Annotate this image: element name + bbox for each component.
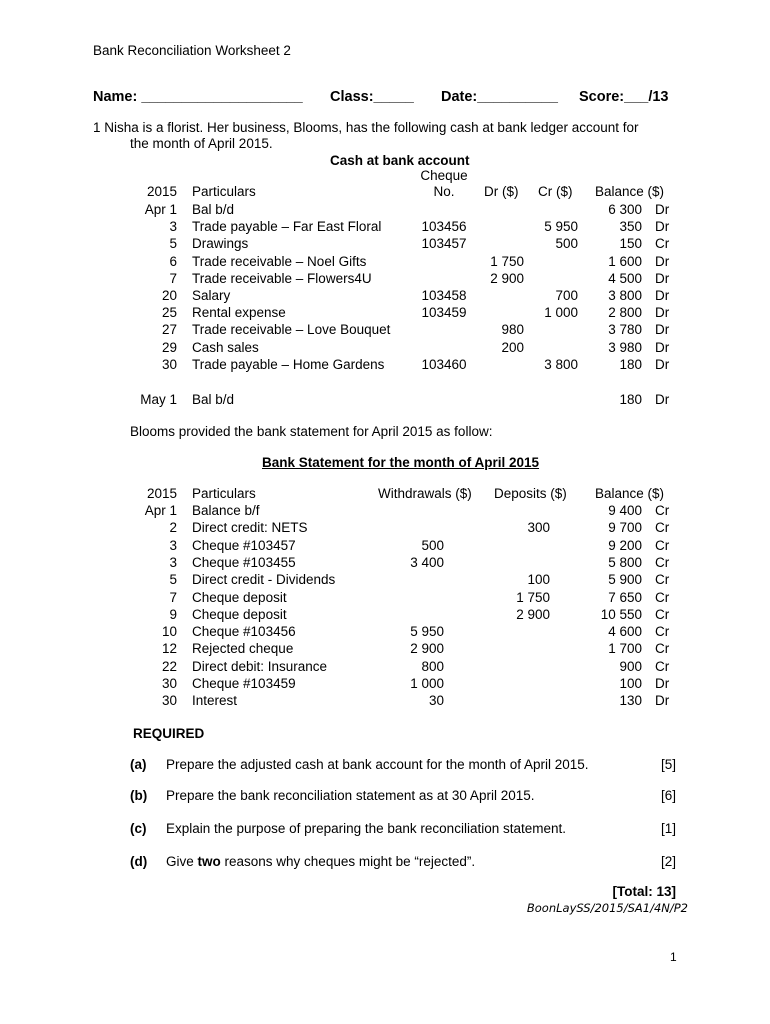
ledger-header-cheque: Cheque <box>420 168 468 183</box>
item-marks-c: [1] <box>660 821 676 836</box>
particulars-cell: Direct debit: Insurance <box>192 658 328 674</box>
paper-code: BoonLaySS/2015/SA1/4N/P2 <box>526 901 688 915</box>
cr-cell: 700 <box>555 288 578 303</box>
bank-row <box>0 538 770 555</box>
ledger-row <box>0 254 770 271</box>
page-number: 1 <box>670 950 677 964</box>
dr-cell: 980 <box>501 322 524 338</box>
drcr-cell: Cr <box>655 503 670 518</box>
balance-cell: 150 <box>619 236 642 252</box>
ledger-header-no: No. <box>433 184 455 199</box>
balance-cell: 3 980 <box>608 339 642 355</box>
deposits-cell: 100 <box>527 572 550 588</box>
drcr-cell: Cr <box>655 606 670 622</box>
particulars-cell: Cheque #103459 <box>192 676 296 691</box>
dr-cell: 200 <box>501 339 524 355</box>
name-field: Name: ____________________ <box>93 89 303 105</box>
bank-row <box>0 572 770 589</box>
date-cell: May 1 <box>140 392 177 407</box>
particulars-cell: Cheque deposit <box>192 606 287 622</box>
ledger-header-balance: Balance ($) <box>595 184 665 199</box>
drcr-cell: Dr <box>655 270 670 286</box>
balance-cell: 130 <box>619 693 642 709</box>
particulars-cell: Cash sales <box>192 339 259 355</box>
bank-row <box>0 555 770 572</box>
cr-cell: 5 950 <box>544 219 578 235</box>
date-cell: 6 <box>169 253 177 269</box>
date-cell: 30 <box>161 693 177 709</box>
class-field: Class:_____ <box>330 89 414 105</box>
item-label-c: (c) <box>130 821 147 836</box>
balance-cell: 5 900 <box>608 572 642 588</box>
bank-row <box>0 590 770 607</box>
particulars-cell: Trade receivable – Noel Gifts <box>192 253 367 269</box>
drcr-cell: Cr <box>655 537 670 553</box>
bank-intro-text: Blooms provided the bank statement for April 2015 as follow: <box>130 424 493 439</box>
score-field: Score:___/13 <box>579 89 669 105</box>
bank-statement-title: Bank Statement for the month of April 2015 <box>262 455 540 470</box>
item-text-d-post: reasons why cheques might be “rejected”. <box>220 854 476 869</box>
date-cell: 5 <box>169 572 177 588</box>
withdrawals-cell: 5 950 <box>410 624 444 640</box>
date-field: Date:__________ <box>441 89 558 105</box>
balance-cell: 180 <box>619 356 642 372</box>
cr-cell: 1 000 <box>544 305 578 321</box>
item-text-d-pre: Give <box>166 854 198 869</box>
particulars-cell: Balance b/f <box>192 503 260 518</box>
item-text-d-bold: two <box>197 854 221 869</box>
drcr-cell: Dr <box>655 676 670 691</box>
particulars-cell: Drawings <box>192 236 249 252</box>
item-label-a: (a) <box>130 757 147 772</box>
item-marks-a: [5] <box>660 757 676 772</box>
bank-row <box>0 607 770 624</box>
particulars-cell: Cheque #103456 <box>192 624 296 640</box>
particulars-cell: Trade payable – Home Gardens <box>192 356 385 372</box>
particulars-cell: Bal b/d <box>192 202 235 217</box>
drcr-cell: Dr <box>655 356 670 372</box>
bank-row <box>0 641 770 658</box>
bank-header-withdrawals: Withdrawals ($) <box>378 486 472 501</box>
date-cell: 25 <box>161 305 177 321</box>
drcr-cell: Cr <box>655 572 670 588</box>
ledger-closing-row <box>0 392 770 409</box>
date-cell: 5 <box>169 236 177 252</box>
drcr-cell: Dr <box>655 339 670 355</box>
particulars-cell: Cheque deposit <box>192 589 287 605</box>
drcr-cell: Dr <box>655 288 670 303</box>
particulars-cell: Direct credit - Dividends <box>192 572 336 588</box>
drcr-cell: Cr <box>655 554 670 570</box>
drcr-cell: Cr <box>655 236 670 252</box>
particulars-cell: Cheque #103455 <box>192 554 296 570</box>
ledger-row <box>0 305 770 322</box>
date-cell: 3 <box>169 537 177 553</box>
required-heading: REQUIRED <box>133 726 205 741</box>
balance-cell: 100 <box>619 676 642 691</box>
date-cell: 7 <box>169 270 177 286</box>
item-label-d: (d) <box>130 854 148 869</box>
particulars-cell: Salary <box>192 288 231 303</box>
particulars-cell: Trade receivable – Flowers4U <box>192 270 372 286</box>
balance-cell: 2 800 <box>608 305 642 321</box>
cheque-no-cell: 103460 <box>421 356 467 372</box>
balance-cell: 9 400 <box>608 503 642 518</box>
date-cell: 3 <box>169 219 177 235</box>
item-marks-d: [2] <box>660 854 676 869</box>
drcr-cell: Dr <box>655 305 670 321</box>
ledger-row <box>0 271 770 288</box>
bank-row <box>0 676 770 693</box>
deposits-cell: 300 <box>527 520 550 536</box>
balance-cell: 3 780 <box>608 322 642 338</box>
balance-cell: 350 <box>619 219 642 235</box>
item-text-b: Prepare the bank reconciliation statement as at 30 April 2015. <box>166 788 535 803</box>
drcr-cell: Dr <box>655 693 670 709</box>
date-cell: 22 <box>161 658 177 674</box>
particulars-cell: Direct credit: NETS <box>192 520 308 536</box>
balance-cell: 1 700 <box>608 641 642 657</box>
date-cell: 20 <box>161 288 177 303</box>
ledger-row <box>0 288 770 305</box>
bank-row <box>0 520 770 537</box>
balance-cell: 5 800 <box>608 554 642 570</box>
date-cell: 7 <box>169 589 177 605</box>
date-cell: 3 <box>169 554 177 570</box>
item-text-d <box>166 854 475 869</box>
item-text-c: Explain the purpose of preparing the bank reconciliation statement. <box>166 821 566 836</box>
date-cell: 2 <box>169 520 177 536</box>
bank-header-particulars: Particulars <box>192 486 256 501</box>
date-cell: 10 <box>161 624 177 640</box>
withdrawals-cell: 500 <box>421 537 444 553</box>
item-label-b: (b) <box>130 788 148 803</box>
bank-row <box>0 503 770 520</box>
balance-cell: 9 700 <box>608 520 642 536</box>
bank-header-deposits: Deposits ($) <box>494 486 567 501</box>
ledger-row <box>0 357 770 374</box>
question-text-line1: 1 Nisha is a florist. Her business, Blooms, has the following cash at bank ledger account for <box>93 120 639 135</box>
cr-cell: 3 800 <box>544 356 578 372</box>
drcr-cell: Cr <box>655 658 670 674</box>
particulars-cell: Trade payable – Far East Floral <box>192 219 382 235</box>
balance-cell: 1 600 <box>608 253 642 269</box>
balance-cell: 4 600 <box>608 624 642 640</box>
drcr-cell: Cr <box>655 589 670 605</box>
cheque-no-cell: 103456 <box>421 219 467 235</box>
deposits-cell: 2 900 <box>516 606 550 622</box>
withdrawals-cell: 30 <box>428 693 444 709</box>
deposits-cell: 1 750 <box>516 589 550 605</box>
drcr-cell: Dr <box>655 219 670 235</box>
worksheet-title: Bank Reconciliation Worksheet 2 <box>93 43 291 58</box>
balance-cell: 4 500 <box>608 270 642 286</box>
dr-cell: 2 900 <box>490 270 524 286</box>
ledger-header-dr: Dr ($) <box>484 184 519 199</box>
cheque-no-cell: 103458 <box>421 288 467 303</box>
date-cell: 12 <box>161 641 177 657</box>
item-text-a: Prepare the adjusted cash at bank account for the month of April 2015. <box>166 757 589 772</box>
ledger-title: Cash at bank account <box>330 153 470 168</box>
particulars-cell: Rental expense <box>192 305 286 321</box>
ledger-row <box>0 340 770 357</box>
balance-cell: 900 <box>619 658 642 674</box>
date-cell: 9 <box>169 606 177 622</box>
balance-cell: 9 200 <box>608 537 642 553</box>
bank-header-year: 2015 <box>146 486 177 501</box>
particulars-cell: Interest <box>192 693 238 709</box>
drcr-cell: Cr <box>655 624 670 640</box>
drcr-cell: Dr <box>655 253 670 269</box>
bank-row <box>0 659 770 676</box>
balance-cell: 6 300 <box>608 202 642 217</box>
date-cell: 27 <box>161 322 177 338</box>
ledger-row <box>0 202 770 219</box>
drcr-cell: Dr <box>655 202 670 217</box>
dr-cell: 1 750 <box>490 253 524 269</box>
bank-header-balance: Balance ($) <box>595 486 665 501</box>
question-text-line2: the month of April 2015. <box>130 136 273 151</box>
ledger-row <box>0 322 770 339</box>
ledger-row <box>0 219 770 236</box>
cr-cell: 500 <box>555 236 578 252</box>
balance-cell: 10 550 <box>600 606 642 622</box>
cheque-no-cell: 103457 <box>421 236 467 252</box>
drcr-cell: Dr <box>655 392 670 407</box>
ledger-header-particulars: Particulars <box>192 184 256 199</box>
withdrawals-cell: 2 900 <box>410 641 444 657</box>
particulars-cell: Bal b/d <box>192 392 235 407</box>
ledger-header-year: 2015 <box>146 184 177 199</box>
date-cell: 30 <box>161 356 177 372</box>
withdrawals-cell: 800 <box>421 658 444 674</box>
particulars-cell: Trade receivable – Love Bouquet <box>192 322 391 338</box>
bank-row <box>0 693 770 710</box>
withdrawals-cell: 1 000 <box>410 676 444 691</box>
item-marks-b: [6] <box>660 788 676 803</box>
total-marks: [Total: 13] <box>612 884 676 899</box>
drcr-cell: Cr <box>655 641 670 657</box>
cheque-no-cell: 103459 <box>421 305 467 321</box>
drcr-cell: Dr <box>655 322 670 338</box>
drcr-cell: Cr <box>655 520 670 536</box>
ledger-header-cr: Cr ($) <box>538 184 573 199</box>
particulars-cell: Rejected cheque <box>192 641 294 657</box>
ledger-row <box>0 236 770 253</box>
particulars-cell: Cheque #103457 <box>192 537 296 553</box>
balance-cell: 3 800 <box>608 288 642 303</box>
balance-cell: 7 650 <box>608 589 642 605</box>
date-cell: 30 <box>161 676 177 691</box>
balance-cell: 180 <box>619 392 642 407</box>
bank-row <box>0 624 770 641</box>
date-cell: Apr 1 <box>144 503 177 518</box>
date-cell: 29 <box>161 339 177 355</box>
date-cell: Apr 1 <box>144 202 177 217</box>
withdrawals-cell: 3 400 <box>410 554 444 570</box>
